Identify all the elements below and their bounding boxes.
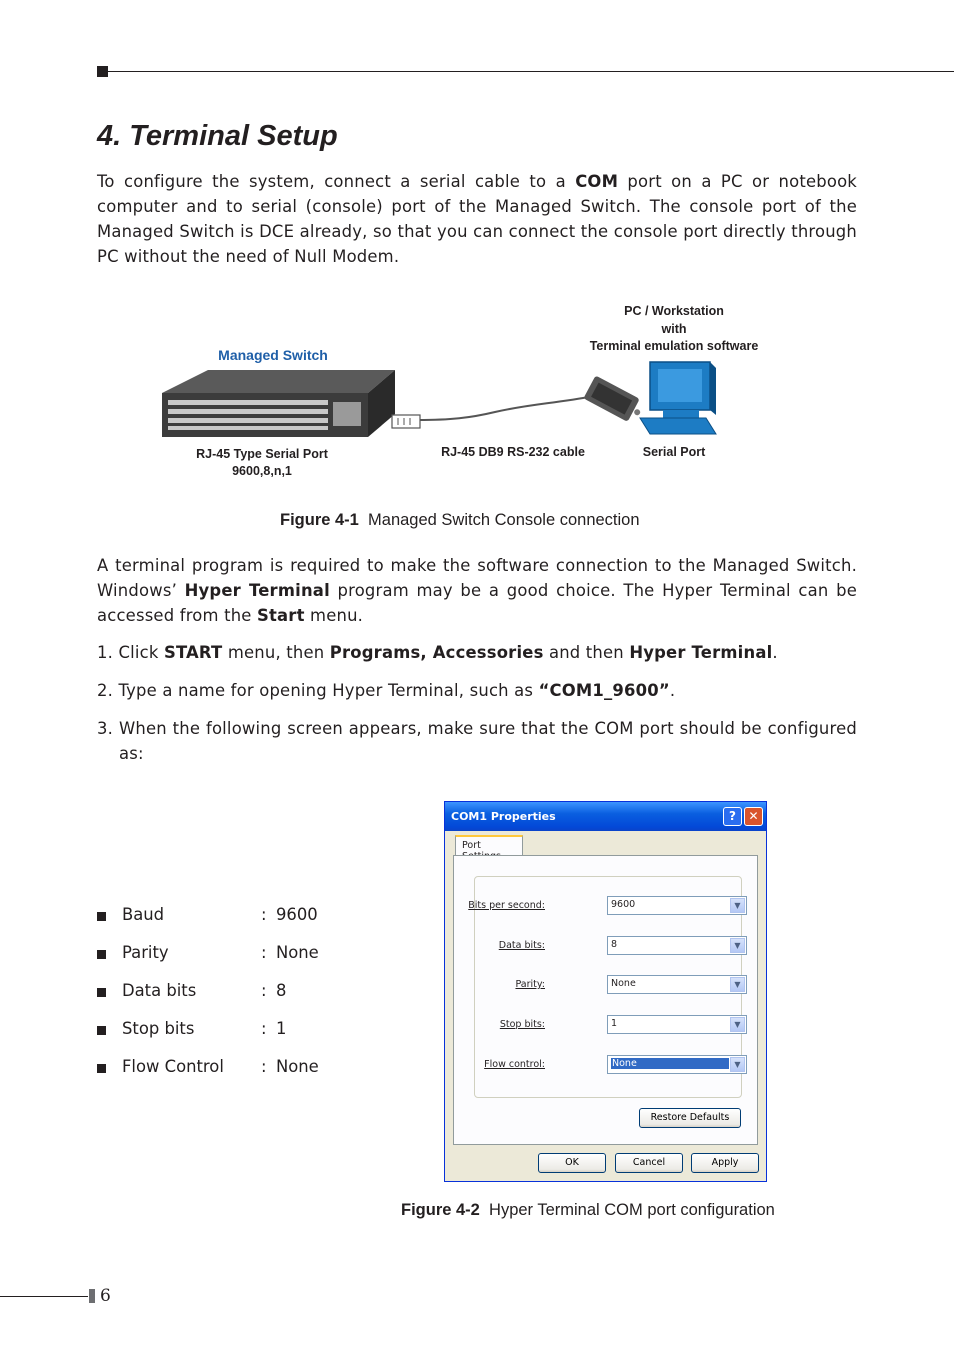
parity-label: Parity: [515,979,545,990]
bullet-icon [97,950,106,959]
header-rule [108,71,954,72]
cable-label: RJ-45 DB9 RS-232 cable [441,445,585,459]
serial-port-label: Serial Port [642,445,706,459]
settings-group [468,876,742,1098]
step-1: 1. Click START menu, then Programs, Accessories and then Hyper Terminal. [97,643,778,662]
figure1-caption: Figure 4-1 Managed Switch Console connection [280,511,640,529]
chevron-down-icon[interactable]: ▼ [730,898,745,913]
chevron-down-icon[interactable]: ▼ [730,1017,745,1032]
stop-bits-label: Stop bits: [499,1019,545,1030]
chevron-down-icon[interactable]: ▼ [730,938,745,953]
hyper-terminal-paragraph: A terminal program is required to make the software connection to the Managed Switch. Windows’ Hyper Terminal program may be a good choice. The Hyper Terminal can be accessed from the Start menu. [97,556,857,625]
step-2: 2. Type a name for opening Hyper Terminal, such as “COM1_9600”. [97,681,676,700]
bullet-icon [97,988,106,997]
step-3: 3. When the following screen appears, make sure that the COM port should be configured as: [97,719,857,763]
port-label-2: 9600,8,n,1 [232,464,292,478]
port-label-1: RJ-45 Type Serial Port [196,447,328,461]
bullet-icon [97,1026,106,1035]
restore-defaults-button[interactable]: Restore Defaults [639,1108,741,1128]
page-number: 6 [100,1286,111,1306]
flow-control-select[interactable]: None ▼ [607,1055,747,1074]
chevron-down-icon[interactable]: ▼ [730,1057,745,1072]
intro-paragraph: To configure the system, connect a serial cable to a COM port on a PC or notebook computer and to serial (console) port of the Managed Switch. The console port of the Managed Switch is DCE already, so that you can connect the console port directly through PC without the need of Null Modem. [97,172,857,266]
figure-console-connection [0,290,954,540]
port-settings-panel [453,855,758,1145]
data-bits-select[interactable]: 8 ▼ [607,936,747,955]
figure2-caption: Figure 4-2 Hyper Terminal COM port configuration [401,1201,775,1219]
dialog-titlebar [445,802,766,831]
cancel-button[interactable]: Cancel [615,1153,683,1173]
bullet-icon [97,912,106,921]
footer-mark [89,1289,95,1303]
section-title: 4. Terminal Setup [97,120,338,152]
pc-label-1: PC / Workstation [624,304,724,318]
stop-bits-select[interactable]: 1 ▼ [607,1015,747,1034]
footer-rule [0,1296,88,1297]
pc-label-3: Terminal emulation software [589,339,759,353]
chevron-down-icon[interactable]: ▼ [730,977,745,992]
tab-port-settings[interactable]: Port [455,835,523,856]
pc-label-2: with [661,322,687,336]
data-bits-label: Data bits: [498,940,545,951]
header-square [97,66,108,77]
pc-icon [640,362,716,434]
apply-button[interactable]: Apply [691,1153,759,1173]
close-icon[interactable]: ✕ [744,807,763,826]
cable-icon [392,375,646,428]
connection-illustration [150,360,740,440]
bits-per-second-label: Bits per second: [468,900,545,911]
switch-icon [162,370,395,437]
com-properties-dialog [444,801,767,1182]
bullet-icon [97,1064,106,1073]
flow-control-label: Flow control: [484,1059,545,1070]
help-icon[interactable]: ? [723,807,742,826]
bits-per-second-select[interactable]: 9600 ▼ [607,896,747,915]
parity-select[interactable]: None ▼ [607,975,747,994]
ok-button[interactable]: OK [538,1153,606,1173]
dialog-title: COM1 Properties [451,810,556,823]
switch-label: Managed Switch [218,347,328,363]
